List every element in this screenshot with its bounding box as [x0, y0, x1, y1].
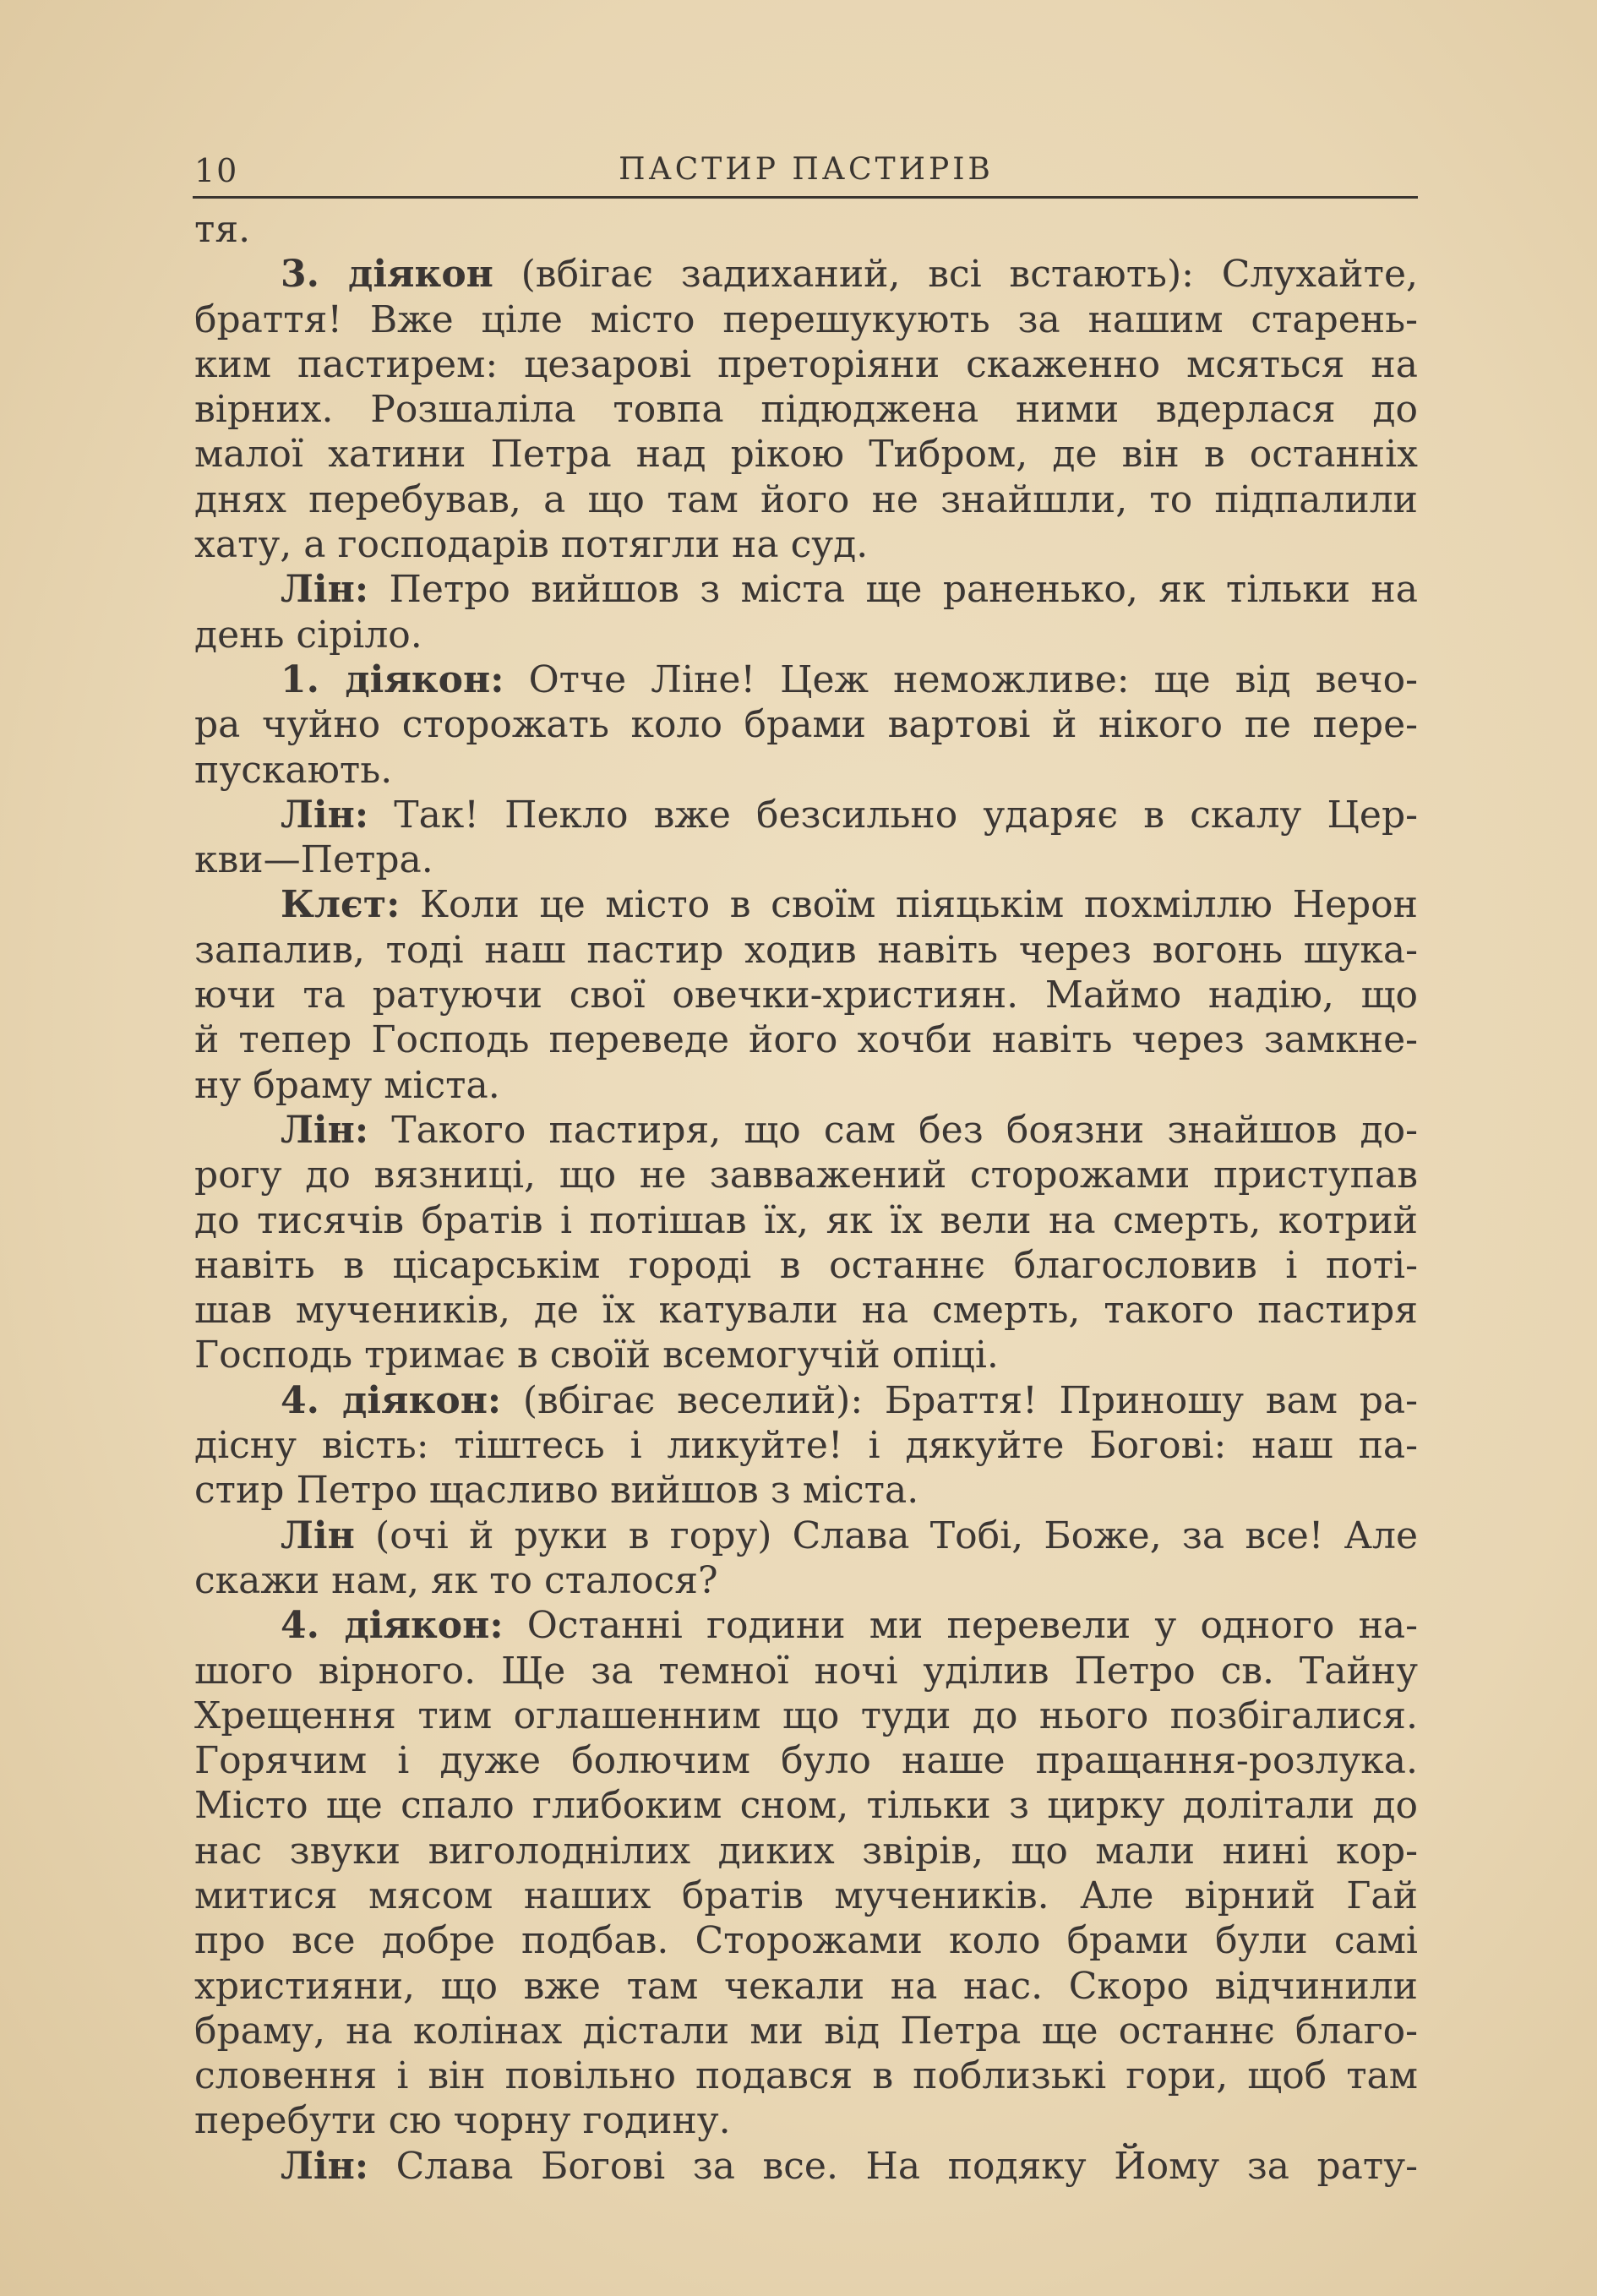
line-text: нас звуки виголоднілих диких звірів, що мали нині кор-: [194, 1829, 1418, 1873]
speaker-name: 4. діякон:: [281, 1604, 504, 1648]
line-text: (очі й руки в гору) Слава Тобі, Боже, за все! Але: [354, 1513, 1418, 1557]
line-text: день сіріло.: [194, 613, 422, 657]
text-line: [194, 1423, 1418, 1468]
text-line: [194, 702, 1418, 747]
text-line: [194, 1153, 1418, 1197]
line-text: Хрещення тим оглашенним що туди до нього позбігалися.: [194, 1693, 1418, 1737]
text-line: [194, 522, 1418, 567]
speaker-name: Лін: [281, 1513, 355, 1557]
line-text: про все добре подбав. Сторожами коло брами були самі: [194, 1919, 1418, 1963]
line-text: Місто ще спало глибоким сном, тільки з цирку долітали до: [194, 1784, 1418, 1828]
line-text: Коли це місто в своїм піяцькім похміллю Нерон: [400, 883, 1418, 927]
text-line: [194, 1468, 1418, 1513]
line-text: днях перебував, а що там його не знайшли, то підпалили: [194, 477, 1418, 521]
text-line: [194, 1738, 1418, 1783]
text-line: [194, 1558, 1418, 1603]
speaker-name: Лін:: [281, 1108, 369, 1152]
text-line: [194, 432, 1418, 477]
text-line: [194, 1693, 1418, 1738]
text-line: [194, 1649, 1418, 1693]
text-line: [194, 1918, 1418, 1963]
text-line: [194, 252, 1418, 297]
line-text: пускають.: [194, 748, 393, 792]
text-line: [194, 837, 1418, 882]
line-text: вірних. Розшаліла товпа підюджена ними вдерлася до: [194, 388, 1418, 432]
line-text: й тепер Господь переведе його хочби навіть через замкне-: [194, 1018, 1418, 1062]
text-line: [194, 2144, 1418, 2189]
line-text: словення і він повільно подався в поблизькі гори, щоб там: [194, 2054, 1418, 2098]
line-text: шав мучеників, де їх катували на смерть, такого пастиря: [194, 1289, 1418, 1333]
line-text: Такого пастиря, що сам без боязни знайшов до-: [368, 1108, 1418, 1152]
speaker-name: Лін:: [281, 2144, 369, 2188]
line-text: (вбігає задиханий, всі встають): Слухайте,: [493, 253, 1418, 297]
header-rule: [193, 196, 1418, 199]
text-line: [194, 2053, 1418, 2098]
line-text: Слава Богові за все. На подяку Йому за рату-: [368, 2144, 1418, 2188]
speaker-name: Лін:: [281, 793, 369, 837]
line-text: до тисячів братів і потішав їх, як їх вели на смерть, котрий: [194, 1198, 1418, 1242]
speaker-name: Клєт:: [281, 883, 401, 927]
line-text: тя.: [194, 208, 251, 251]
line-text: перебути сю чорну годину.: [194, 2099, 731, 2143]
text-line: [194, 1829, 1418, 1873]
text-line: [194, 1603, 1418, 1648]
running-title: ПАСТИР ПАСТИРІВ: [619, 152, 994, 187]
line-text: християни, що вже там чекали на нас. Скоро відчинили: [194, 1964, 1418, 2008]
line-text: запалив, тоді наш пастир ходив навіть через вогонь шука-: [194, 928, 1418, 972]
text-line: [194, 1288, 1418, 1333]
line-text: ючи та ратуючи свої овечки-християн. Маймо надію, що: [194, 973, 1418, 1017]
line-text: дісну вість: тіштесь і ликуйте! і дякуйте Богові: наш па-: [194, 1424, 1418, 1468]
line-text: стир Петро щасливо вийшов з міста.: [194, 1469, 919, 1513]
text-line: [194, 973, 1418, 1017]
line-text: Так! Пекло вже безсильно ударяє в скалу Цер-: [368, 793, 1418, 837]
line-text: рогу до вязниці, що не завважений сторожами приступав: [194, 1153, 1418, 1197]
text-line: [194, 928, 1418, 973]
text-line: [194, 1243, 1418, 1288]
speaker-name: 4. діякон:: [281, 1378, 502, 1422]
text-line: [194, 1513, 1418, 1558]
line-text: хату, а господарів потягли на суд.: [194, 523, 869, 567]
text-line: [194, 2098, 1418, 2143]
text-line: [194, 657, 1418, 702]
line-text: Отче Ліне! Цеж неможливе: ще від вечо-: [504, 657, 1418, 701]
line-text: навіть в цісарськім городі в останнє благословив і поті-: [194, 1243, 1418, 1287]
line-text: митися мясом наших братів мучеників. Але вірний Гай: [194, 1873, 1418, 1917]
text-line: [194, 567, 1418, 612]
line-text: браття! Вже ціле місто перешукують за нашим старень-: [194, 297, 1418, 341]
page-header: [194, 144, 1418, 194]
speaker-name: 1. діякон:: [281, 657, 504, 701]
text-line: [194, 387, 1418, 432]
line-text: Останні години ми перевели у одного на-: [503, 1604, 1418, 1648]
line-text: Петро вийшов з міста ще раненько, як тільки на: [368, 568, 1418, 612]
line-text: Господь тримає в своїй всемогучій опіці.: [194, 1333, 999, 1377]
text-line: [194, 793, 1418, 837]
text-line: [194, 297, 1418, 342]
line-text: кви—Петра.: [194, 838, 433, 882]
line-text: Горячим і дуже болючим було наше пращання-розлука.: [194, 1739, 1418, 1783]
text-line: [194, 1333, 1418, 1377]
text-line: [194, 1783, 1418, 1828]
text-line: [194, 1108, 1418, 1153]
line-text: ну браму міста.: [194, 1063, 500, 1107]
text-line: [194, 1964, 1418, 2009]
line-text: (вбігає веселий): Браття! Приношу вам ра-: [501, 1378, 1418, 1422]
text-line: [194, 748, 1418, 793]
text-line: [194, 613, 1418, 657]
line-text: малої хатини Петра над рікою Тибром, де він в останніх: [194, 433, 1418, 477]
line-text: скажи нам, як то сталося?: [194, 1558, 718, 1602]
text-line: [194, 1378, 1418, 1423]
speaker-name: 3. діякон: [281, 253, 493, 297]
page-number: 10: [194, 152, 239, 189]
text-line: [194, 207, 1418, 252]
line-text: ра чуйно сторожать коло брами вартові й нікого пе пере-: [194, 703, 1418, 747]
text-line: [194, 1017, 1418, 1062]
line-text: шого вірного. Ще за темної ночі уділив Петро св. Тайну: [194, 1649, 1418, 1693]
text-line: [194, 477, 1418, 522]
text-line: [194, 1873, 1418, 1918]
line-text: ким пастирем: цезарові преторіяни скаженно мсяться на: [194, 342, 1418, 386]
speaker-name: Лін:: [281, 568, 369, 612]
line-text: браму, на колінах дістали ми від Петра ще останнє благо-: [194, 2009, 1418, 2053]
text-line: [194, 2009, 1418, 2053]
text-line: [194, 882, 1418, 927]
text-body: [194, 207, 1418, 2189]
text-line: [194, 1198, 1418, 1243]
text-line: [194, 342, 1418, 387]
text-line: [194, 1063, 1418, 1108]
